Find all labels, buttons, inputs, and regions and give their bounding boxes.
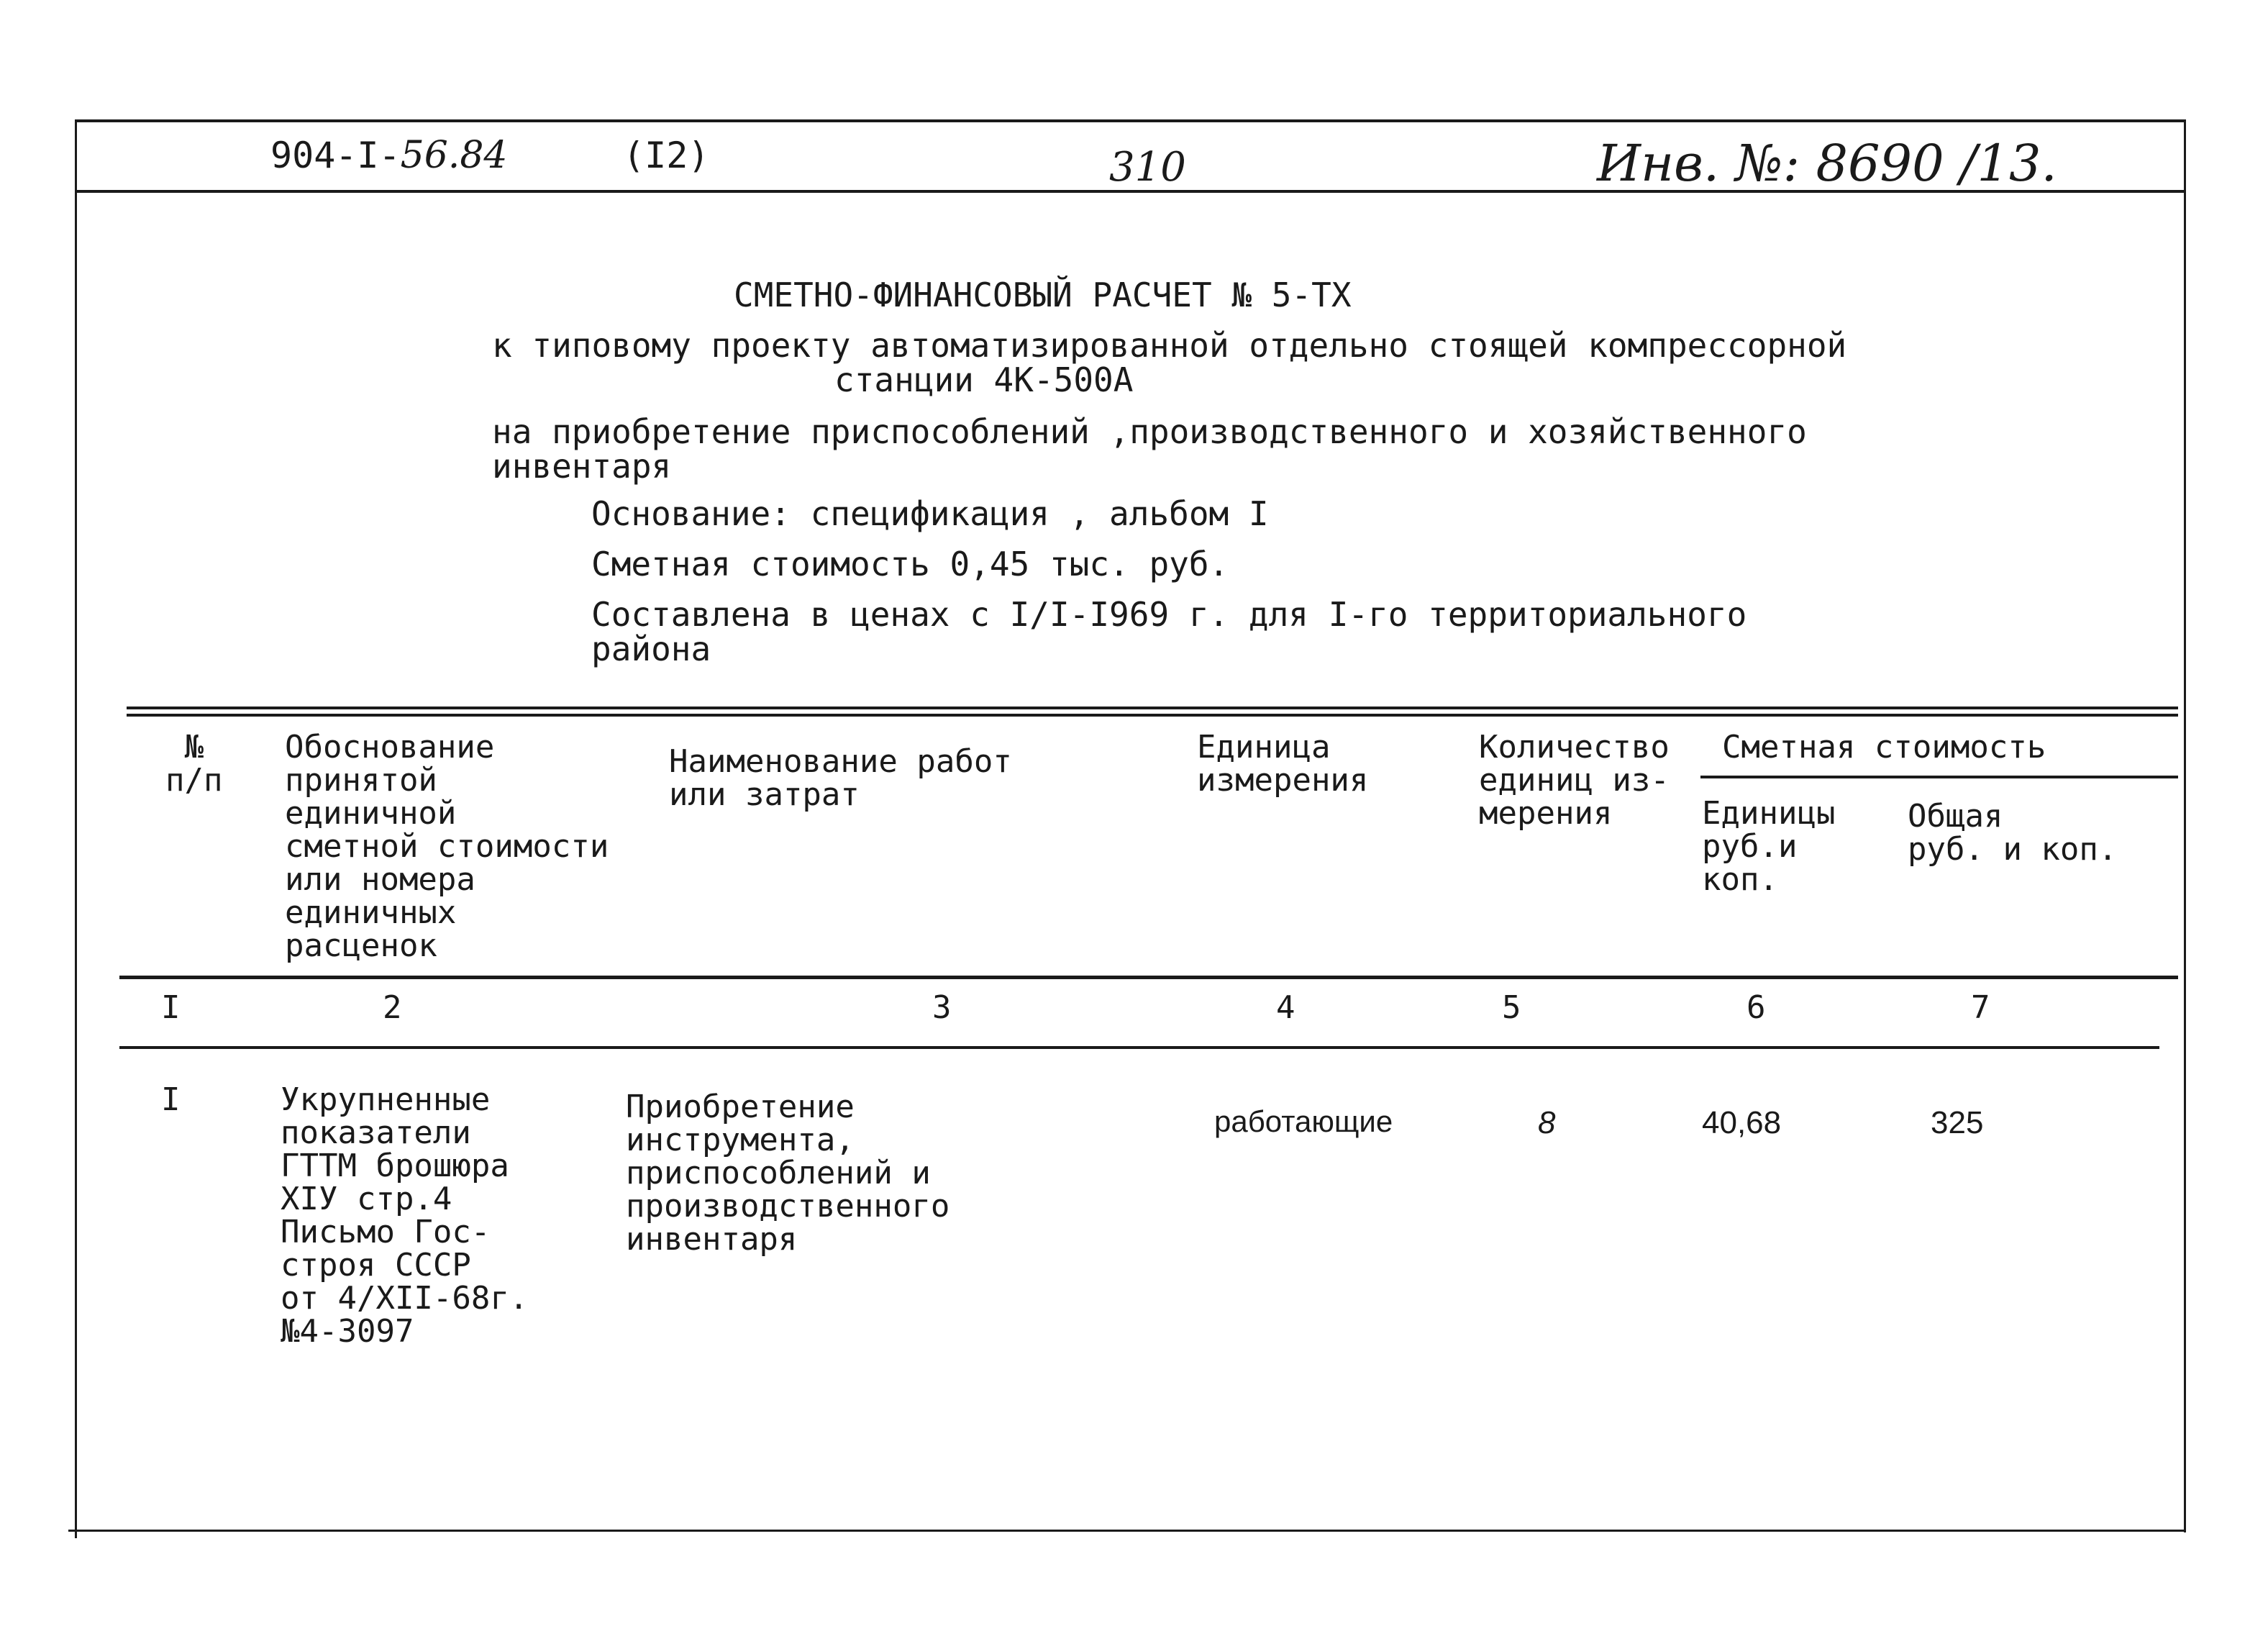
prices-line-2: района	[591, 630, 711, 668]
title-line-3: на приобретение приспособлений ,производственного и хозяйственного	[492, 412, 1807, 451]
header-col-unit: Единица измерения	[1197, 729, 1369, 799]
column-number-4: 4	[1276, 989, 1295, 1026]
prices-line-1: Составлена в ценах с I/I-I969 г. для I-го территориального	[591, 595, 1747, 634]
header-col-basis: Обоснование принятой единичной сметной стоимости или номера единичных расценок	[285, 729, 609, 964]
cost-line: Сметная стоимость 0,45 тыс. руб.	[591, 545, 1229, 583]
row-unit-price: 40,68	[1702, 1105, 1782, 1140]
row-quantity: 8	[1538, 1105, 1556, 1140]
right-border	[2184, 119, 2186, 1532]
row-basis: Укрупненные показатели ГТТМ брошюра XIУ стр.4 Письмо Гос- строя СССР от 4/XII-68г. №4-3097	[281, 1081, 529, 1350]
page-number: 310	[1109, 144, 1186, 191]
column-number-1: I	[161, 989, 181, 1026]
column-number-5: 5	[1502, 989, 1521, 1026]
header-col-total: Общая руб. и коп.	[1908, 798, 2118, 868]
row-unit: работающие	[1214, 1104, 1393, 1138]
header-group-rule	[1700, 776, 2178, 778]
header-col-quantity: Количество единиц из- мерения	[1479, 729, 1670, 832]
document-title: СМЕТНО-ФИНАНСОВЫЙ РАСЧЕТ № 5-ТХ	[734, 276, 1352, 314]
row-name: Приобретение инструмента, приспособлений и производственного инвентаря	[626, 1089, 950, 1258]
table-top-rule	[127, 707, 2178, 717]
header-part: (I2)	[623, 135, 710, 176]
top-border	[75, 119, 2186, 122]
header-group-cost: Сметная стоимость	[1722, 729, 2046, 766]
title-line-2: станции 4К-500А	[834, 360, 1134, 399]
header-code-handwritten: 56.84	[400, 134, 508, 177]
column-number-6: 6	[1746, 989, 1766, 1026]
header-col-number: № п/п	[165, 729, 223, 799]
basis-line: Основание: спецификация , альбом I	[591, 494, 1269, 533]
column-number-3: 3	[932, 989, 952, 1026]
header-bottom-rule	[119, 976, 2178, 979]
column-number-2: 2	[383, 989, 402, 1026]
title-line-1: к типовому проекту автоматизированной отдельно стоящей компрессорной	[492, 326, 1847, 365]
title-line-4: инвентаря	[492, 447, 672, 486]
header-col-name: Наименование работ или затрат	[669, 743, 1012, 813]
inventory-number: Инв. №: 8690 /13.	[1597, 134, 2057, 193]
header-code-prefix: 904-I-	[270, 135, 401, 176]
column-number-7: 7	[1971, 989, 1990, 1026]
numbers-bottom-rule	[119, 1046, 2159, 1049]
header-code	[270, 134, 508, 177]
left-border	[75, 119, 77, 1538]
bottom-border	[68, 1530, 2186, 1532]
row-total: 325	[1931, 1105, 1984, 1140]
row-number: I	[161, 1081, 181, 1118]
header-col-unit-price: Единицы руб.и коп.	[1702, 795, 1836, 898]
